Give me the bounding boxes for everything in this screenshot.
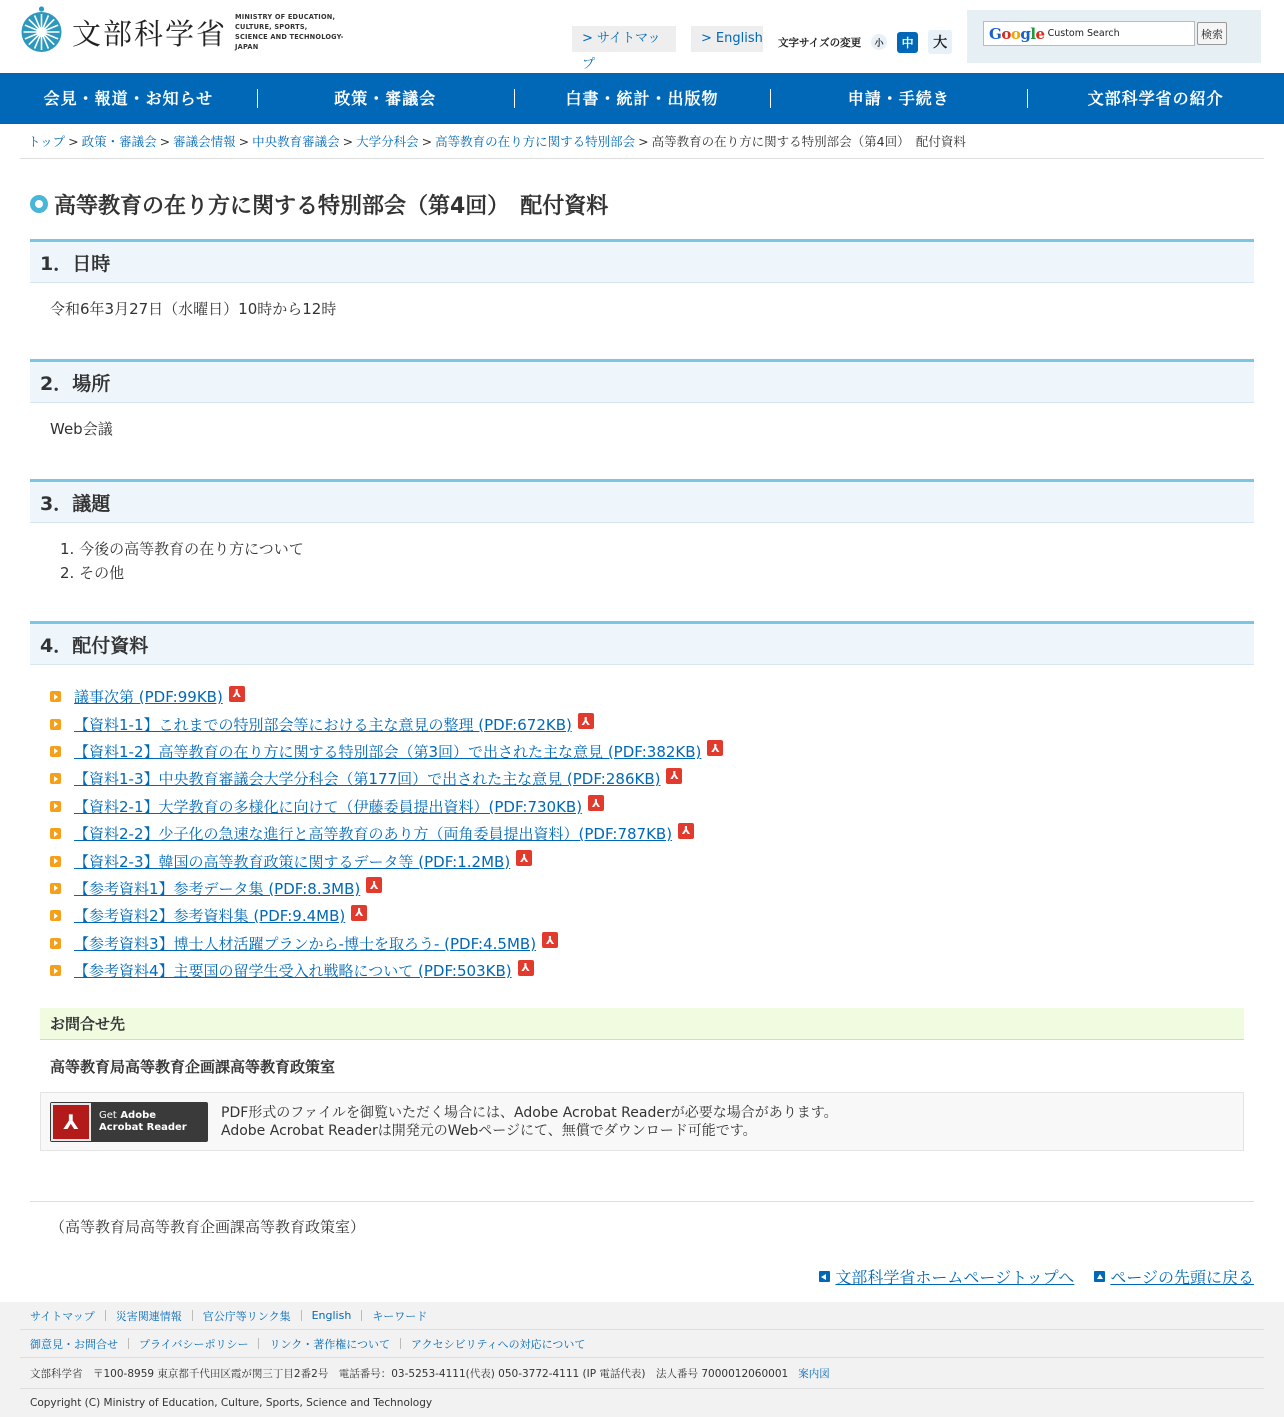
adobe-badge-brand: Adobe (120, 1109, 157, 1121)
document-link[interactable]: 【資料2-3】韓国の高等教育政策に関するデータ等 (PDF:1.2MB) (74, 852, 511, 871)
list-item (50, 902, 1254, 929)
section-body-datetime: 令和6年3月27日（水曜日）10時から12時 (50, 300, 337, 318)
list-item (50, 875, 1254, 902)
section-body-agenda (30, 523, 1254, 585)
mext-logo-icon (20, 6, 63, 58)
home-link[interactable]: 文部科学省ホームページトップへ (835, 1267, 1075, 1287)
adobe-badge-product: Acrobat Reader (99, 1121, 187, 1133)
footer-link[interactable]: 官公庁等リンク集 (202, 1309, 291, 1323)
font-size-switcher (778, 30, 952, 54)
pdf-icon: ⅄ (666, 768, 682, 784)
breadcrumb-link[interactable]: 大学分科会 (356, 134, 419, 149)
document-link[interactable]: 【参考資料2】参考資料集 (PDF:9.4MB) (74, 907, 346, 926)
main-content (30, 186, 1254, 1298)
title-bullet-icon (30, 195, 48, 213)
arrow-bullet-icon (50, 746, 61, 757)
footer-link[interactable]: サイトマップ (30, 1309, 95, 1323)
arrow-bullet-icon (50, 801, 61, 812)
pdf-icon: ⅄ (366, 877, 382, 893)
breadcrumb-link[interactable]: 政策・審議会 (81, 134, 157, 149)
adobe-note-line: PDF形式のファイルを御覧いただく場合には、Adobe Acrobat Readerが必要な場合があります。 (221, 1104, 838, 1121)
agenda-item: 2. その他 (60, 564, 125, 582)
english-link-label: English (715, 31, 763, 46)
nav-item-policy[interactable]: 政策・審議会 (257, 73, 514, 124)
footer-separator (258, 1338, 259, 1349)
footer-link[interactable]: English (311, 1309, 352, 1323)
breadcrumb-link[interactable]: 中央教育審議会 (252, 134, 340, 149)
section-body-place: Web会議 (50, 420, 113, 438)
arrow-bullet-icon (50, 691, 61, 702)
footer-link[interactable]: アクセシビリティへの対応について (411, 1337, 586, 1351)
logo-english-line: MINISTRY OF EDUCATION, (235, 13, 336, 21)
document-link[interactable]: 【資料2-2】少子化の急速な進行と高等教育のあり方（両角委員提出資料）(PDF:787KB) (74, 825, 673, 844)
google-logo: Google (989, 24, 1045, 43)
footer-separator (105, 1310, 106, 1321)
footer-link[interactable]: 災害関連情報 (115, 1309, 182, 1323)
document-link[interactable]: 【参考資料4】主要国の留学生受入れ戦略について (PDF:503KB) (74, 962, 512, 981)
arrow-up-icon (1094, 1271, 1105, 1282)
pdf-icon: ⅄ (707, 740, 723, 756)
adobe-reader-notice (40, 1092, 1244, 1151)
pdf-icon: ⅄ (351, 905, 367, 921)
logo-english-line: SCIENCE AND TECHNOLOGY-JAPAN (235, 33, 344, 51)
site-footer (0, 1302, 1284, 1417)
list-item (50, 710, 1254, 737)
font-size-medium-button[interactable]: 中 (897, 32, 918, 53)
document-link[interactable]: 【参考資料3】博士人材活躍プランから-博士を取ろう- (PDF:4.5MB) (74, 934, 537, 953)
breadcrumb-current: 高等教育の在り方に関する特別部会（第4回） 配付資料 (651, 134, 966, 149)
breadcrumb-separator: > (638, 133, 649, 149)
footer-separator (128, 1338, 129, 1349)
arrow-bullet-icon (50, 856, 61, 867)
page-top-link-wrapper (1094, 1265, 1254, 1288)
pdf-icon: ⅄ (578, 713, 594, 729)
site-logo[interactable] (20, 6, 365, 58)
pdf-icon: ⅄ (516, 850, 532, 866)
map-link[interactable]: 案内図 (798, 1367, 830, 1380)
english-link[interactable] (691, 26, 763, 52)
document-link[interactable]: 【資料2-1】大学教育の多様化に向けて（伊藤委員提出資料）(PDF:730KB) (74, 797, 583, 816)
agenda-list (50, 537, 1234, 585)
arrow-bullet-icon (50, 938, 61, 949)
footer-links-row-1 (20, 1302, 1264, 1330)
adobe-note (221, 1104, 838, 1140)
get-adobe-reader-button[interactable] (50, 1102, 208, 1142)
document-link[interactable]: 【参考資料1】参考データ集 (PDF:8.3MB) (74, 879, 361, 898)
pdf-icon: ⅄ (542, 932, 558, 948)
chevron-right-icon: > (582, 31, 593, 46)
nav-item-press[interactable]: 会見・報道・お知らせ (43, 89, 214, 108)
global-nav (0, 73, 1284, 124)
logo-english-line: CULTURE, SPORTS, (235, 23, 308, 31)
section-heading-agenda: 3．議題 (30, 479, 1254, 523)
nav-item-publications[interactable]: 白書・統計・出版物 (514, 73, 771, 124)
acrobat-icon: ⅄ (51, 1103, 91, 1141)
nav-item-about[interactable]: 文部科学省の紹介 (1027, 73, 1284, 124)
section-heading-place: 2．場所 (30, 359, 1254, 403)
contact-org: 高等教育局高等教育企画課高等教育政策室 (50, 1058, 336, 1077)
page-title: 高等教育の在り方に関する特別部会（第4回） 配付資料 (54, 193, 609, 219)
arrow-bullet-icon (50, 828, 61, 839)
list-item (50, 765, 1254, 792)
pdf-icon: ⅄ (229, 686, 245, 702)
copyright: Copyright (C) Ministry of Education, Culture, Sports, Science and Technology (30, 1397, 433, 1410)
adobe-badge-text (99, 1110, 187, 1134)
list-item (50, 683, 1254, 710)
footer-org-text: （高等教育局高等教育企画課高等教育政策室） (50, 1218, 366, 1237)
list-item (50, 738, 1254, 765)
page-top-link[interactable]: ページの先頭に戻る (1110, 1267, 1254, 1287)
search-placeholder: Custom Search (1047, 28, 1120, 39)
pdf-icon: ⅄ (518, 960, 534, 976)
breadcrumb-separator: > (159, 133, 171, 149)
sitemap-link[interactable] (572, 26, 676, 72)
pdf-icon: ⅄ (678, 823, 694, 839)
footer-link[interactable]: リンク・著作権について (269, 1337, 391, 1351)
arrow-left-icon (819, 1271, 830, 1282)
adobe-badge-get: Get (99, 1109, 117, 1121)
document-link[interactable]: 議事次第 (PDF:99KB) (74, 688, 223, 707)
home-link-wrapper (819, 1265, 1074, 1288)
breadcrumb-link[interactable]: トップ (28, 134, 66, 149)
footer-separator (400, 1338, 401, 1349)
arrow-bullet-icon (50, 773, 61, 784)
font-size-label: 文字サイズの変更 (778, 36, 862, 49)
document-link[interactable]: 【資料1-3】中央教育審議会大学分科会（第177回）で出された主な意見 (PDF:286KB) (74, 770, 661, 789)
breadcrumb-link[interactable]: 高等教育の在り方に関する特別部会 (435, 134, 636, 149)
agenda-item: 1. 今後の高等教育の在り方について (60, 540, 304, 558)
page-bottom-links (30, 1254, 1254, 1298)
footer-link[interactable]: キーワード (372, 1309, 428, 1323)
search-area (967, 10, 1261, 63)
chevron-right-icon: > (701, 31, 712, 46)
search-button[interactable]: 検索 (1197, 22, 1227, 45)
breadcrumb-link[interactable]: 審議会情報 (173, 134, 236, 149)
footer-link[interactable]: 御意見・お問合せ (30, 1337, 118, 1351)
pdf-icon: ⅄ (588, 795, 604, 811)
footer-separator (361, 1310, 362, 1321)
footer-links-row-2 (20, 1330, 1264, 1358)
document-link[interactable]: 【資料1-1】これまでの特別部会等における主な意見の整理 (PDF:672KB) (74, 715, 572, 734)
list-item (50, 820, 1254, 847)
section-heading-materials: 4．配付資料 (30, 621, 1254, 665)
adobe-note-line: Adobe Acrobat Readerは開発元のWebページにて、無償でダウンロード可能です。 (221, 1122, 757, 1139)
site-header (0, 0, 1284, 73)
materials-list (30, 665, 1254, 984)
breadcrumb-separator: > (421, 133, 433, 149)
footer-separator (192, 1310, 193, 1321)
list-item (50, 793, 1254, 820)
address-text: 文部科学省 〒100-8959 東京都千代田区霞が関三丁目2番2号 電話番号：03-5253-4111(代表) 050-3772-4111 (IP 電話代表) 法人番号 7000012060001 (30, 1367, 789, 1380)
list-item (50, 930, 1254, 957)
footer-link[interactable]: プライバシーポリシー (139, 1337, 249, 1351)
sitemap-link-label: サイトマップ (582, 31, 661, 72)
search-input[interactable] (983, 21, 1195, 46)
contact-heading: お問合せ先 (40, 1008, 1244, 1040)
document-link[interactable]: 【資料1-2】高等教育の在り方に関する特別部会（第3回）で出された主な意見 (PDF:382KB) (74, 742, 702, 761)
arrow-bullet-icon (50, 910, 61, 921)
breadcrumb-separator: > (238, 133, 250, 149)
font-size-large-button[interactable]: 大 (928, 30, 952, 54)
breadcrumb-separator: > (342, 133, 354, 149)
nav-item-applications[interactable]: 申請・手続き (770, 73, 1027, 124)
list-item (50, 957, 1254, 984)
font-size-small-button[interactable]: 小 (871, 34, 887, 50)
breadcrumb (20, 124, 1264, 159)
arrow-bullet-icon (50, 965, 61, 976)
logo-title: 文部科学省 (72, 16, 228, 51)
arrow-bullet-icon (50, 883, 61, 894)
logo-english-text (235, 12, 365, 52)
breadcrumb-separator: > (68, 133, 79, 149)
title-row (30, 186, 1254, 222)
section-heading-datetime: 1．日時 (30, 239, 1254, 283)
arrow-bullet-icon (50, 719, 61, 730)
list-item (50, 847, 1254, 874)
footer-separator (301, 1310, 302, 1321)
